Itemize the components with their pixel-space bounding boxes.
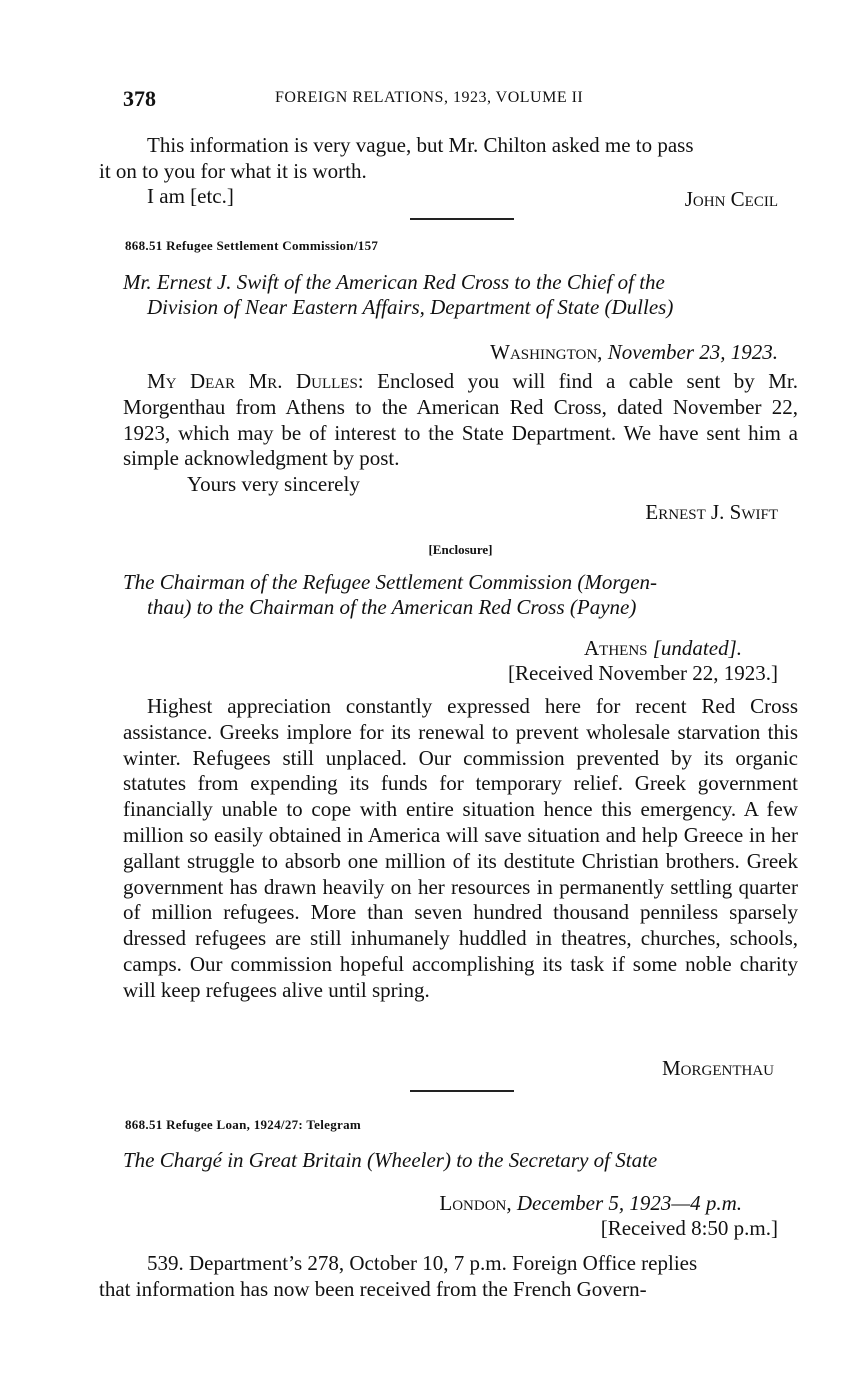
doc3-received: [Received 8:50 p.m.] xyxy=(600,1216,778,1240)
doc2-file-reference: 868.51 Refugee Settlement Commission/157 xyxy=(125,238,379,253)
section-divider xyxy=(410,218,514,220)
doc3-title: The Chargé in Great Britain (Wheeler) to the Secretary of State xyxy=(123,1148,658,1172)
doc1-signature: John Cecil xyxy=(684,187,778,211)
enclosure-label: [Enclosure] xyxy=(428,542,493,557)
running-title: FOREIGN RELATIONS, 1923, VOLUME II xyxy=(275,89,584,106)
doc2-title: Mr. Ernest J. Swift of the American Red Cross to the Chief of the Division of Near Eastern Affairs, Department of State (Dulles) xyxy=(123,270,674,319)
enclosure-received: [Received November 22, 1923.] xyxy=(508,661,778,685)
doc2-closing: Yours very sincerely xyxy=(187,472,360,496)
enclosure-signature: Morgenthau xyxy=(662,1056,774,1080)
doc2-dateline: Washington, November 23, 1923. xyxy=(490,340,778,364)
doc3-dateline: London, December 5, 1923—4 p.m. xyxy=(439,1191,742,1215)
enclosure-body: Highest appreciation constantly expressed here for recent Red Cross assistance. Greeks implore for its renewal to prevent wholesale starvation this winter. Refugees still unplaced. Our commission prevented by its organic statutes from expending its funds for temporary relief. Greek government financially unable to cope with entire situation hence this emergency. A few million so easily obtained in America will save situation and help Greece in her gallant struggle to absorb one million of its destitute Christian brothers. Greek government has drawn heavily on her resources in permanently settling quarter of million refugees. More than seven hundred thousand penniless sparsely dressed refugees are still inhumanely huddled in theatres, churches, schools, camps. Our commission hopeful accomplishing its task if some noble charity will keep refugees alive until spring. xyxy=(123,694,798,1002)
page-header xyxy=(123,86,798,110)
page-number: 378 xyxy=(123,86,156,111)
doc2-signature: Ernest J. Swift xyxy=(645,500,778,524)
doc2-body: My Dear Mr. Dulles: Enclosed you will find a cable sent by Mr. Morgenthau from Athens to the American Red Cross, dated November 22, 1923, which may be of interest to the State Department. We have sent him a simple acknowledgment by post. xyxy=(123,369,798,471)
doc1-closing: I am [etc.] xyxy=(147,184,234,208)
enclosure-title: The Chairman of the Refugee Settlement Commission (Morgen- thau) to the Chairman of the American Red Cross (Payne) xyxy=(123,570,658,619)
section-divider xyxy=(410,1090,514,1092)
doc1-paragraph: This information is very vague, but Mr. Chilton asked me to pass it on to you for what it is worth. xyxy=(99,133,694,183)
doc3-file-reference: 868.51 Refugee Loan, 1924/27: Telegram xyxy=(125,1117,361,1132)
doc3-body: 539. Department’s 278, October 10, 7 p.m. Foreign Office replies that information has now been received from the French Govern- xyxy=(99,1251,698,1301)
enclosure-dateline: Athens [undated]. xyxy=(584,636,742,660)
